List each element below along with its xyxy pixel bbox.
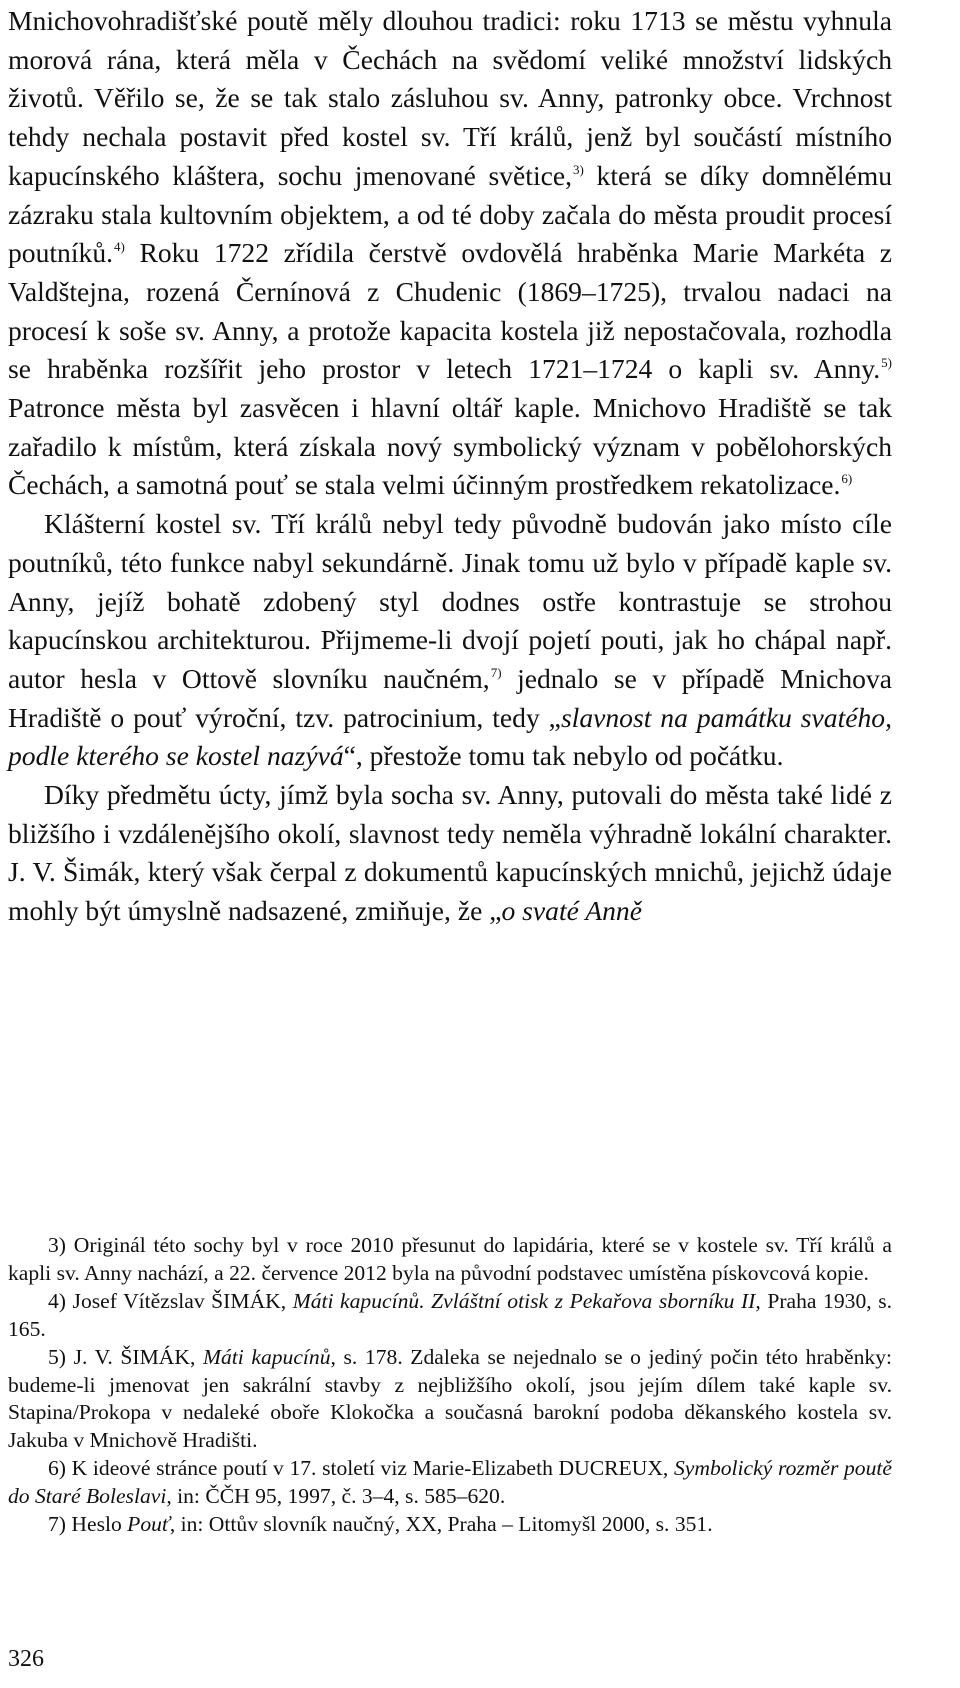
footnote-5-text-1: 5) J. V. ŠIMÁK, (48, 1344, 203, 1369)
paragraph-1-text-2: která se díky domnělému zázraku stala kultovním objektem, a od té doby začala do města proudit procesí poutníků. (8, 159, 892, 269)
paragraph-3-text-1: Díky předmětu úcty, jímž byla socha sv. Anny, putovali do města také lidé z bližšího i vzdálenějšího okolí, slavnost tedy neměla výhradně lokální charakter. J. V. Šimák, který však čerpal z dokumentů kapucínských mnichů, jejichž údaje mohly být úmyslně nadsazené, zmiňuje, že „ (8, 779, 892, 927)
footnote-5 (8, 1344, 892, 1456)
footnote-7-text-2: , in: Ottův slovník naučný, XX, Praha – Litomyšl 2000, s. 351. (169, 1512, 713, 1537)
footnote-ref-4: 4) (114, 239, 125, 255)
footnote-6-title: Symbolický rozměr poutě do Staré Boleslavi (8, 1456, 892, 1509)
paragraph-1 (8, 2, 892, 505)
footnote-7-text-1: 7) Heslo (48, 1512, 128, 1537)
footnote-4-text-1: 4) Josef Vítězslav ŠIMÁK, (48, 1288, 293, 1313)
paragraph-1-text-1: Mnichovohradišťské poutě měly dlouhou tradici: roku 1713 se městu vyhnula morová rána, která měla v Čechách na svědomí veliké množství lidských životů. Věřilo se, že se tak stalo zásluhou sv. Anny, patronky obce. Vrchnost tehdy nechala postavit před kostel sv. Tří králů, jenž byl součástí místního kapucínského kláštera, sochu jmenované světice, (8, 5, 892, 191)
paragraph-2-quote: slavnost na památku svatého, podle kterého se kostel nazývá (8, 701, 892, 772)
paragraph-3 (8, 776, 892, 931)
footnote-ref-7: 7) (490, 664, 502, 680)
footnote-4 (8, 1288, 892, 1344)
paragraph-2-text-2: jednalo se v případě Mnichova Hradiště o pouť výroční, tzv. patrocinium, tedy „ (8, 662, 892, 733)
footnote-3-text: 3) Originál této sochy byl v roce 2010 přesunut do lapidária, které se v kostele sv. Tří králů a kapli sv. Anny nachází, a 22. července 2012 byla na původní podstavec umístěna pískovcová kopie. (8, 1233, 892, 1285)
footnote-7-title: Pouť (127, 1512, 170, 1537)
main-text (8, 2, 892, 931)
page-number: 326 (8, 1646, 44, 1672)
paragraph-1-text-3: Roku 1722 zřídila čerstvě ovdovělá hraběnka Marie Markéta z Valdštejna, rozená Černínová z Chudenic (1869–1725), trvalou nadaci na procesí k soše sv. Anny, a protože kapacita kostela již nepostačovala, rozhodla se hraběnka rozšířit jeho prostor v letech 1721–1724 o kapli sv. Anny. (8, 237, 892, 385)
footnote-3 (8, 1232, 892, 1288)
footnote-7 (8, 1511, 892, 1539)
footnotes (8, 1232, 892, 1539)
paragraph-3-quote: o svaté Anně (501, 895, 642, 927)
footnote-6 (8, 1455, 892, 1511)
paragraph-2-text-3: “, přestože tomu tak nebylo od počátku. (343, 740, 784, 772)
paragraph-2 (8, 505, 892, 776)
footnote-5-text-2: , s. 178. Zdaleka se nejednalo se o jediný počin této hraběnky: budeme-li jmenovat jen sakrální stavby z nejbližšího okolí, jsou jejím dílem také kaple sv. Stapina/Prokopa v nedaleké oboře Klokočka a současná barokní podoba děkanského kostela sv. Jakuba v Mnichově Hradišti. (8, 1344, 892, 1453)
footnote-6-text-2: , in: ČČH 95, 1997, č. 3–4, s. 585–620. (166, 1484, 506, 1509)
footnote-5-title: Máti kapucínů (202, 1344, 331, 1369)
footnote-ref-3: 3) (573, 161, 584, 177)
footnote-6-text-1: 6) K ideové stránce poutí v 17. století viz Marie-Elizabeth DUCREUX, (48, 1456, 674, 1481)
footnote-ref-5: 5) (881, 355, 892, 371)
footnote-4-text-2: , Praha 1930, s. 165. (8, 1288, 892, 1341)
footnote-ref-6: 6) (841, 471, 853, 487)
paragraph-2-text-1: Klášterní kostel sv. Tří králů nebyl tedy původně budován jako místo cíle poutníků, této funkce nabyl sekundárně. Jinak tomu už bylo v případě kaple sv. Anny, jejíž bohatě zdobený styl dodnes ostře kontrastuje se strohou kapucínskou architekturou. Přijmeme-li dvojí pojetí pouti, jak ho chápal např. autor hesla v Ottově slovníku naučném, (8, 508, 892, 694)
footnote-4-title: Máti kapucínů. Zvláštní otisk z Pekařova sborníku II (292, 1288, 756, 1313)
paragraph-1-text-4: Patronce města byl zasvěcen i hlavní oltář kaple. Mnichovo Hradiště se tak zařadilo k místům, která získala nový symbolický význam v pobělohorských Čechách, a samotná pouť se stala velmi účinným prostředkem rekatolizace. (8, 392, 892, 501)
